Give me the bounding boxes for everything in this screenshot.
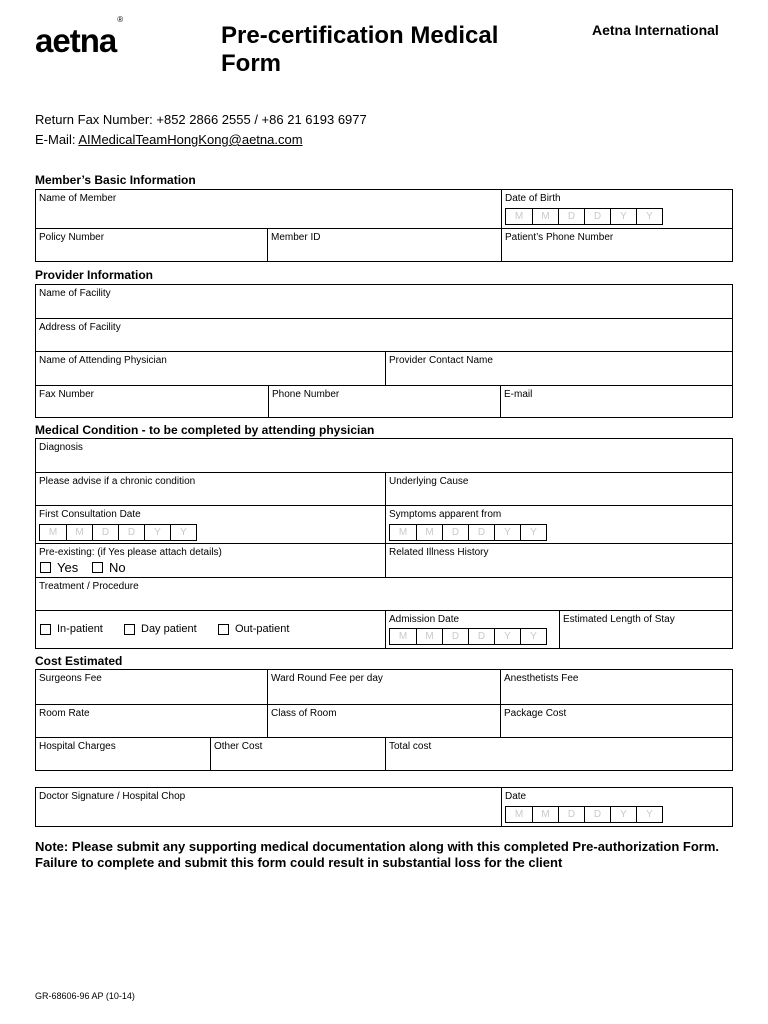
date-digit-box[interactable]: M (514, 211, 524, 222)
preexisting-label: Pre-existing: (if Yes please attach details) (39, 547, 222, 558)
date-digit-box[interactable]: M (66, 525, 92, 540)
member-table (35, 189, 733, 262)
date-digit-box[interactable]: M (532, 807, 558, 822)
total-cost-field[interactable] (385, 738, 732, 770)
provider-table (35, 284, 733, 418)
outpatient-option[interactable] (218, 623, 289, 635)
physician-name-field[interactable] (36, 352, 385, 385)
date-of-birth-field[interactable] (501, 190, 732, 228)
provider-row-4 (36, 385, 732, 417)
date-digit-box[interactable]: Y (520, 629, 546, 644)
provider-fax-label: Fax Number (39, 389, 95, 400)
medical-row-5 (36, 577, 732, 610)
date-digit-box[interactable]: Y (144, 525, 170, 540)
member-section-heading: Member’s Basic Information (35, 173, 196, 187)
class-of-room-field[interactable] (267, 705, 500, 737)
date-digit-box[interactable]: D (468, 629, 494, 644)
admission-date-label: Admission Date (389, 614, 460, 625)
date-digit-box[interactable]: M (48, 527, 58, 538)
patient-phone-label: Patient’s Phone Number (505, 232, 614, 243)
signature-table (35, 787, 733, 827)
cost-table (35, 669, 733, 771)
date-digit-box[interactable]: Y (170, 525, 196, 540)
package-cost-label: Package Cost (504, 708, 567, 719)
no-label: No (109, 560, 126, 575)
medical-row-1 (36, 439, 732, 472)
class-of-room-label: Class of Room (271, 708, 337, 719)
symptoms-date-boxes[interactable] (389, 524, 547, 541)
member-id-field[interactable] (267, 229, 501, 261)
provider-email-field[interactable] (500, 386, 732, 417)
date-digit-box[interactable]: D (558, 209, 584, 224)
underlying-cause-field[interactable] (385, 473, 732, 505)
first-consultation-field[interactable] (36, 506, 385, 543)
provider-phone-field[interactable] (268, 386, 500, 417)
date-digit-box[interactable]: M (416, 629, 442, 644)
fax-line (35, 112, 367, 127)
provider-contact-label: Provider Contact Name (389, 355, 493, 366)
medical-row-4 (36, 543, 732, 577)
date-digit-box[interactable]: D (468, 525, 494, 540)
surgeons-fee-label: Surgeons Fee (39, 673, 102, 684)
anesthetists-fee-field[interactable] (500, 670, 732, 704)
facility-name-label: Name of Facility (39, 288, 111, 299)
ward-round-fee-label: Ward Round Fee per day (271, 673, 383, 684)
daypatient-checkbox[interactable] (124, 624, 135, 635)
registered-mark: ® (117, 15, 124, 24)
signature-date-label: Date (505, 791, 527, 802)
patient-phone-field[interactable] (501, 229, 732, 261)
first-consultation-date-boxes[interactable] (39, 524, 197, 541)
physician-name-label: Name of Attending Physician (39, 355, 167, 366)
member-row-1 (36, 190, 732, 228)
policy-number-field[interactable] (36, 229, 267, 261)
surgeons-fee-field[interactable] (36, 670, 267, 704)
inpatient-checkbox[interactable] (40, 624, 51, 635)
daypatient-option[interactable] (124, 623, 197, 635)
policy-number-label: Policy Number (39, 232, 105, 243)
medical-row-3 (36, 505, 732, 543)
email-link[interactable]: AIMedicalTeamHongKong@aetna.com (78, 132, 303, 147)
date-digit-box[interactable]: Y (520, 525, 546, 540)
member-row-2 (36, 228, 732, 261)
diagnosis-field[interactable] (36, 439, 732, 472)
cost-row-2 (36, 704, 732, 737)
submission-note: Note: Please submit any supporting medical documentation along with this completed Pre-authorization Form. Failure to complete and submit this form could result in substantial loss for the client (35, 839, 720, 870)
fax-numbers: +852 2866 2555 / +86 21 6193 6977 (156, 112, 367, 127)
dob-label: Date of Birth (505, 193, 561, 204)
other-cost-label: Other Cost (214, 741, 263, 752)
facility-address-label: Address of Facility (39, 322, 121, 333)
inpatient-option[interactable] (40, 623, 103, 635)
provider-section-heading: Provider Information (35, 268, 154, 282)
dob-date-boxes[interactable] (505, 208, 663, 225)
member-name-label: Name of Member (39, 193, 117, 204)
form-title: Pre-certification Medical Form (221, 22, 499, 77)
hospital-charges-label: Hospital Charges (39, 741, 116, 752)
date-digit-box[interactable]: D (584, 807, 610, 822)
chronic-condition-field[interactable] (36, 473, 385, 505)
provider-row-1 (36, 285, 732, 318)
room-rate-label: Room Rate (39, 708, 90, 719)
symptoms-apparent-field[interactable] (385, 506, 732, 543)
date-digit-box[interactable]: M (398, 527, 408, 538)
signature-date-field[interactable] (501, 788, 732, 826)
medical-row-2 (36, 472, 732, 505)
diagnosis-label: Diagnosis (39, 442, 83, 453)
medical-row-6 (36, 610, 732, 648)
ward-round-fee-field[interactable] (267, 670, 500, 704)
date-digit-box[interactable]: Y (610, 807, 636, 822)
symptoms-apparent-label: Symptoms apparent from (389, 509, 502, 520)
medical-section-heading: Medical Condition - to be completed by attending physician (35, 423, 375, 437)
facility-address-field[interactable] (36, 319, 732, 351)
cost-row-1 (36, 670, 732, 704)
patient-type-field (36, 611, 385, 648)
room-rate-field[interactable] (36, 705, 267, 737)
provider-phone-label: Phone Number (272, 389, 340, 400)
member-id-label: Member ID (271, 232, 321, 243)
preexisting-yes-option[interactable] (40, 560, 78, 575)
date-digit-box[interactable]: D (118, 525, 144, 540)
other-cost-field[interactable] (210, 738, 385, 770)
doctor-signature-field[interactable] (36, 788, 501, 826)
provider-row-2 (36, 318, 732, 351)
outpatient-checkbox[interactable] (218, 624, 229, 635)
hospital-charges-field[interactable] (36, 738, 210, 770)
length-of-stay-label: Estimated Length of Stay (563, 614, 675, 625)
doctor-signature-label: Doctor Signature / Hospital Chop (39, 791, 186, 802)
date-digit-box[interactable]: D (442, 525, 468, 540)
aetna-logo: aetna® (35, 15, 124, 59)
date-digit-box[interactable]: D (442, 629, 468, 644)
preexisting-field (36, 544, 385, 577)
company-name: Aetna International (592, 22, 719, 38)
related-illness-field[interactable] (385, 544, 732, 577)
fax-label: Return Fax Number: (35, 112, 157, 127)
date-digit-box[interactable]: Y (636, 209, 662, 224)
underlying-cause-label: Underlying Cause (389, 476, 469, 487)
treatment-field[interactable] (36, 578, 732, 610)
treatment-label: Treatment / Procedure (39, 581, 139, 592)
cost-section-heading: Cost Estimated (35, 654, 123, 668)
signature-row (36, 788, 732, 826)
anesthetists-fee-label: Anesthetists Fee (504, 673, 579, 684)
provider-row-3 (36, 351, 732, 385)
inpatient-label: In-patient (57, 623, 103, 635)
provider-email-label: E-mail (504, 389, 533, 400)
date-digit-box[interactable]: Y (494, 629, 520, 644)
date-digit-box[interactable]: D (558, 807, 584, 822)
email-label: E-Mail: (35, 132, 79, 147)
related-illness-label: Related Illness History (389, 547, 489, 558)
admission-date-boxes[interactable] (389, 628, 547, 645)
date-digit-box[interactable]: M (416, 525, 442, 540)
form-code: GR-68606-96 AP (10-14) (35, 991, 135, 1001)
date-digit-box[interactable]: Y (494, 525, 520, 540)
no-checkbox[interactable] (92, 562, 103, 573)
signature-date-boxes[interactable] (505, 806, 663, 823)
provider-fax-field[interactable] (36, 386, 268, 417)
preexisting-no-option[interactable] (92, 560, 126, 575)
length-of-stay-field[interactable] (559, 611, 732, 648)
email-line (35, 132, 303, 147)
date-digit-box[interactable]: M (398, 631, 408, 642)
medical-table (35, 438, 733, 649)
first-consultation-label: First Consultation Date (39, 509, 141, 520)
date-digit-box[interactable]: M (514, 809, 524, 820)
total-cost-label: Total cost (389, 741, 432, 752)
date-digit-box[interactable]: D (584, 209, 610, 224)
date-digit-box[interactable]: Y (636, 807, 662, 822)
member-name-field[interactable] (36, 190, 501, 228)
cost-row-3 (36, 737, 732, 770)
facility-name-field[interactable] (36, 285, 732, 318)
yes-label: Yes (57, 560, 79, 575)
yes-checkbox[interactable] (40, 562, 51, 573)
date-digit-box[interactable]: M (532, 209, 558, 224)
provider-contact-field[interactable] (385, 352, 732, 385)
admission-date-field[interactable] (385, 611, 559, 648)
chronic-condition-label: Please advise if a chronic condition (39, 476, 196, 487)
package-cost-field[interactable] (500, 705, 732, 737)
date-digit-box[interactable]: D (92, 525, 118, 540)
outpatient-label: Out-patient (235, 623, 290, 635)
date-digit-box[interactable]: Y (610, 209, 636, 224)
daypatient-label: Day patient (141, 623, 197, 635)
